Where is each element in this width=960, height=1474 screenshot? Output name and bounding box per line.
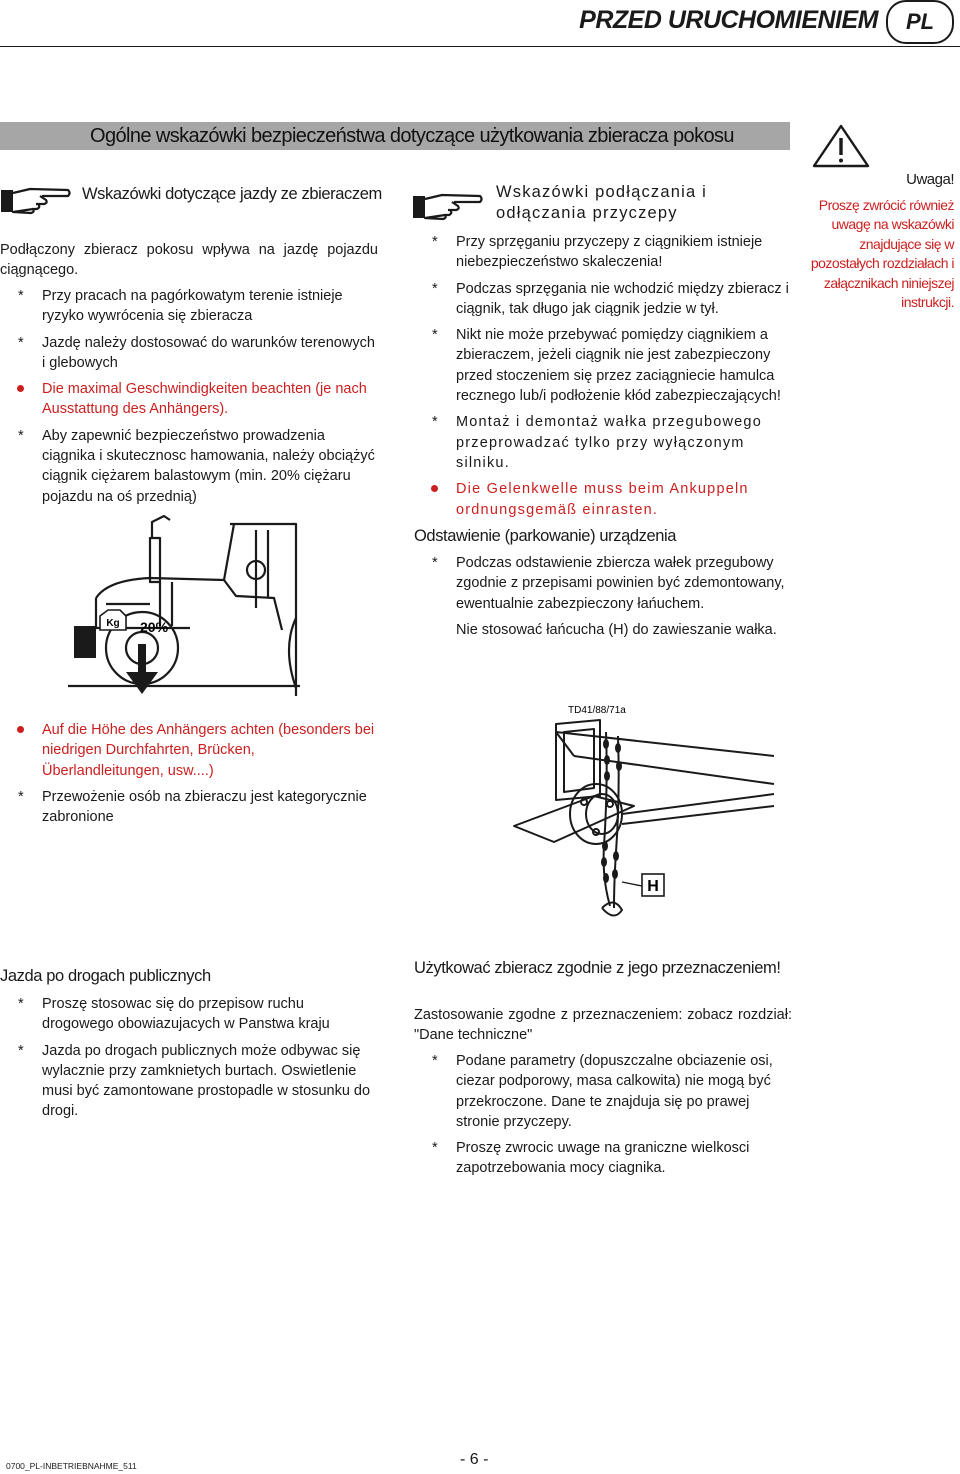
- red-bullet-icon: [17, 385, 24, 392]
- ballast-percent-label: 20%: [140, 619, 169, 635]
- asterisk-marker: *: [18, 788, 24, 805]
- list-item: * Aby zapewnić bezpieczeństwo prowadzenia ciągnika i skutecznosc hamowania, należy obciążyć ciągnik ciężarem balastowym (min. 20% ciężaru pojazdu na oś przednią): [18, 427, 375, 505]
- road-section-title: Jazda po drogach publicznych: [0, 967, 211, 985]
- header-divider: [0, 46, 960, 47]
- asterisk-marker: *: [432, 327, 438, 344]
- coupling-list: [414, 232, 792, 526]
- list-item: * Przy pracach na pagórkowatym terenie istnieje ryzyko wywrócenia się zbieracza: [18, 288, 343, 325]
- asterisk-marker: *: [18, 996, 24, 1012]
- list-item: * Jazdę należy dostosować do warunków terenowych i glebowych: [18, 334, 375, 371]
- asterisk-marker: *: [432, 234, 438, 250]
- asterisk-marker: *: [432, 414, 439, 431]
- list-item: * Podane parametry (dopuszczalne obciazenie osi, ciezar podporowy, masa calkowita) nie mogą być przekroczone. Dane te znajduja się po prawej stronie przyczepy.: [432, 1053, 773, 1130]
- asterisk-marker: *: [18, 334, 24, 351]
- page-number: - 6 -: [460, 1451, 489, 1468]
- asterisk-marker: *: [432, 1053, 438, 1069]
- warning-text: Proszę zwrócić również uwagę na wskazówki znajdujące się w pozostałych rozdziałach i załącznikach niniejszej instrukcji.: [810, 196, 954, 310]
- pointing-hand-icon: [0, 184, 72, 216]
- pointing-hand-icon: [412, 190, 484, 222]
- list-item: * Podczas odstawienie zbiercza wałek przegubowy zgodnie z przepisami powinien być zdemontowany, ewentualnie zabezpieczony łańuchem.: [432, 555, 785, 612]
- asterisk-marker: *: [18, 427, 24, 444]
- warning-sidebar: [808, 170, 954, 313]
- driving-intro: Podłączony zbieracz pokosu wpływa na jazdę pojazdu ciągnącego.: [0, 242, 378, 279]
- asterisk-marker: *: [432, 555, 438, 571]
- list-item: Auf die Höhe des Anhängers achten (besonders bei niedrigen Durchfahrten, Brücken, Überlandleitungen, usw....): [0, 720, 378, 781]
- height-and-passengers-list: [0, 720, 378, 833]
- list-item: * Proszę zwrocic uwage na graniczne wielkosci zapotrzebowania mocy ciagnika.: [432, 1140, 750, 1177]
- language-badge: PL: [886, 0, 954, 44]
- figure-reference-label: TD41/88/71a: [568, 705, 626, 716]
- red-bullet-icon: [431, 485, 438, 492]
- road-list: [0, 994, 378, 1128]
- coupling-section-title: Wskazówki podłączania i odłączania przyczepy: [496, 183, 708, 222]
- list-item: * Przy sprzęganiu przyczepy z ciągnikiem istnieje niebezpieczeństwo skaleczenia!: [432, 234, 763, 271]
- section-banner: Ogólne wskazówki bezpieczeństwa dotyczące użytkowania zbieracza pokosu: [0, 122, 790, 150]
- list-item: * Nikt nie może przebywać pomiędzy ciągnikiem a zbieraczem, jeżeli ciągnik nie jest zabezpieczony przed stoczeniem się przez zaciągniecie hamulca recznego lub/i podłożenie kłód zabezpieczających!: [432, 327, 781, 405]
- intended-use-intro: Zastosowanie zgodne z przeznaczeniem: zobacz rozdział: "Dane techniczne": [414, 1007, 792, 1044]
- intended-use-section-title: Użytkować zbieracz zgodnie z jego przeznaczeniem!: [414, 959, 781, 977]
- list-item: * Montaż i demontaż wałka przegubowego przeprowadzać tylko przy wyłączonym silniku.: [432, 414, 762, 471]
- list-item: * Podczas sprzęgania nie wchodzić między zbieracz i ciągnik, tak długo jak ciągnik jedzie w tył.: [432, 280, 789, 317]
- driving-list: [0, 286, 378, 513]
- parking-note: Nie stosować łańcucha (H) do zawieszanie wałka.: [456, 621, 777, 638]
- list-item: Die maximal Geschwindigkeiten beachten (je nach Ausstattung des Anhängers).: [0, 379, 378, 420]
- asterisk-marker: *: [18, 1042, 24, 1059]
- asterisk-marker: *: [18, 288, 24, 304]
- asterisk-marker: *: [432, 280, 438, 297]
- header-title: PRZED URUCHOMIENIEM: [579, 6, 878, 34]
- driving-section-title: Wskazówki dotyczące jazdy ze zbieraczem: [82, 185, 382, 203]
- kg-label: Kg: [106, 618, 120, 629]
- chain-h-label: H: [647, 878, 659, 895]
- warning-label: Uwaga!: [906, 171, 954, 188]
- parking-list: [414, 553, 792, 640]
- list-item: * Proszę stosowac się do przepisow ruchu drogowego obowiazujacych w Panstwa kraju: [18, 996, 330, 1033]
- list-item: Die Gelenkwelle muss beim Ankuppeln ordnungsgemäß einrasten.: [414, 479, 792, 520]
- pto-shaft-chain-illustration: [474, 696, 774, 922]
- warning-triangle-icon: [810, 122, 872, 170]
- list-item: * Jazda po drogach publicznych może odbywac się wylacznie przy zamknietych burtach. Oswietlenie musi być zamontowane prostopadle w stosunku do drogi.: [18, 1042, 371, 1120]
- tractor-ballast-illustration: [60, 508, 310, 704]
- parking-section-title: Odstawienie (parkowanie) urządzenia: [414, 527, 677, 545]
- intended-use-list: [414, 1051, 792, 1185]
- document-code: 0700_PL-INBETRIEBNAHME_511: [6, 1461, 137, 1471]
- asterisk-marker: *: [432, 1140, 438, 1157]
- list-item: * Przewożenie osób na zbieraczu jest kategorycznie zabronione: [18, 788, 367, 826]
- red-bullet-icon: [17, 726, 24, 733]
